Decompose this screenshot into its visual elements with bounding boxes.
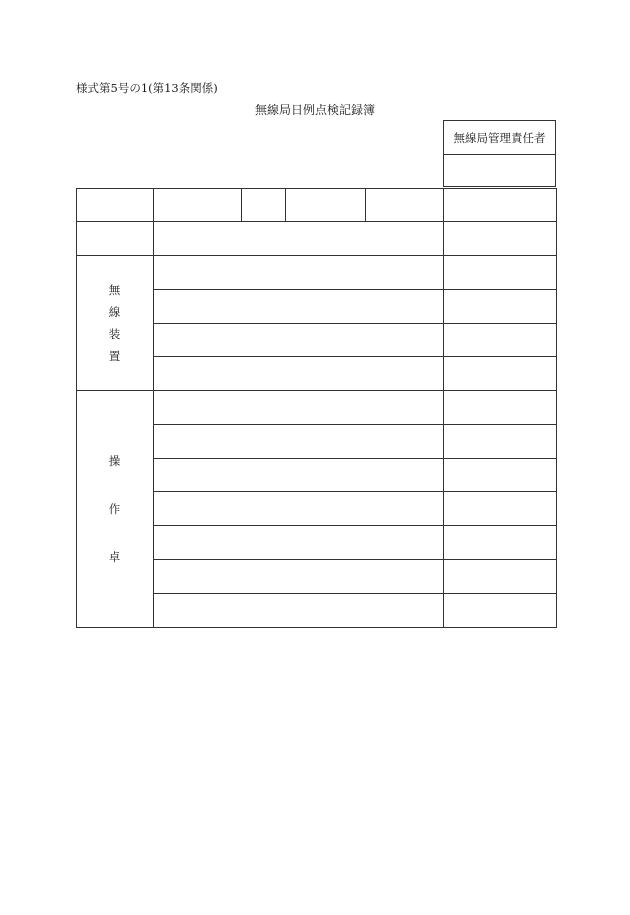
result-field[interactable] bbox=[443, 323, 556, 356]
result-field[interactable] bbox=[443, 289, 556, 323]
manager-signature-field[interactable] bbox=[444, 155, 555, 188]
weather-label bbox=[241, 188, 285, 221]
section-label-char: 置 bbox=[108, 348, 121, 363]
inspection-item bbox=[153, 525, 443, 559]
inspection-item bbox=[153, 390, 443, 424]
result-field[interactable] bbox=[443, 559, 556, 593]
inspection-item bbox=[153, 593, 443, 627]
result-field[interactable] bbox=[443, 255, 556, 289]
result-field[interactable] bbox=[443, 525, 556, 559]
inspector-name-field[interactable] bbox=[443, 188, 556, 221]
inspection-item-part bbox=[160, 289, 240, 323]
section-label-char: 操 bbox=[108, 453, 121, 468]
result-field[interactable] bbox=[443, 356, 556, 390]
inspection-item-part bbox=[160, 255, 240, 289]
date-label bbox=[76, 188, 153, 221]
inspector-label bbox=[365, 188, 443, 221]
inspection-item bbox=[153, 458, 443, 491]
table-right-border bbox=[556, 188, 557, 628]
inspection-item bbox=[153, 356, 443, 390]
result-field[interactable] bbox=[443, 593, 556, 627]
result-field[interactable] bbox=[443, 390, 556, 424]
year-label bbox=[175, 188, 189, 221]
inspection-item bbox=[153, 491, 443, 525]
inspection-item-part bbox=[313, 289, 393, 323]
section-label bbox=[76, 390, 153, 627]
items-header bbox=[153, 221, 443, 255]
section-label-char: 無 bbox=[108, 282, 121, 297]
inspection-item-part bbox=[307, 255, 387, 289]
inspection-item bbox=[153, 424, 443, 458]
result-field[interactable] bbox=[443, 491, 556, 525]
section-label-char: 線 bbox=[108, 304, 121, 319]
section-label-char: 卓 bbox=[108, 549, 121, 564]
section-label-char: 装 bbox=[108, 326, 121, 341]
inspection-item bbox=[153, 559, 443, 593]
weather-field[interactable] bbox=[285, 188, 365, 221]
category-header bbox=[76, 221, 153, 255]
day-label bbox=[225, 188, 239, 221]
result-header bbox=[443, 221, 556, 255]
result-field[interactable] bbox=[443, 424, 556, 458]
inspection-item bbox=[153, 323, 443, 356]
section-label bbox=[76, 255, 153, 390]
form-reference: 様式第5号の1(第13条関係) bbox=[76, 81, 218, 95]
manager-label: 無線局管理責任者 bbox=[444, 121, 555, 155]
document-title: 無線局日例点検記録簿 bbox=[254, 103, 375, 117]
result-field[interactable] bbox=[443, 458, 556, 491]
manager-box bbox=[443, 120, 556, 187]
section-label-char: 作 bbox=[108, 501, 121, 516]
month-label bbox=[200, 188, 214, 221]
table-bottom-border bbox=[76, 627, 557, 628]
